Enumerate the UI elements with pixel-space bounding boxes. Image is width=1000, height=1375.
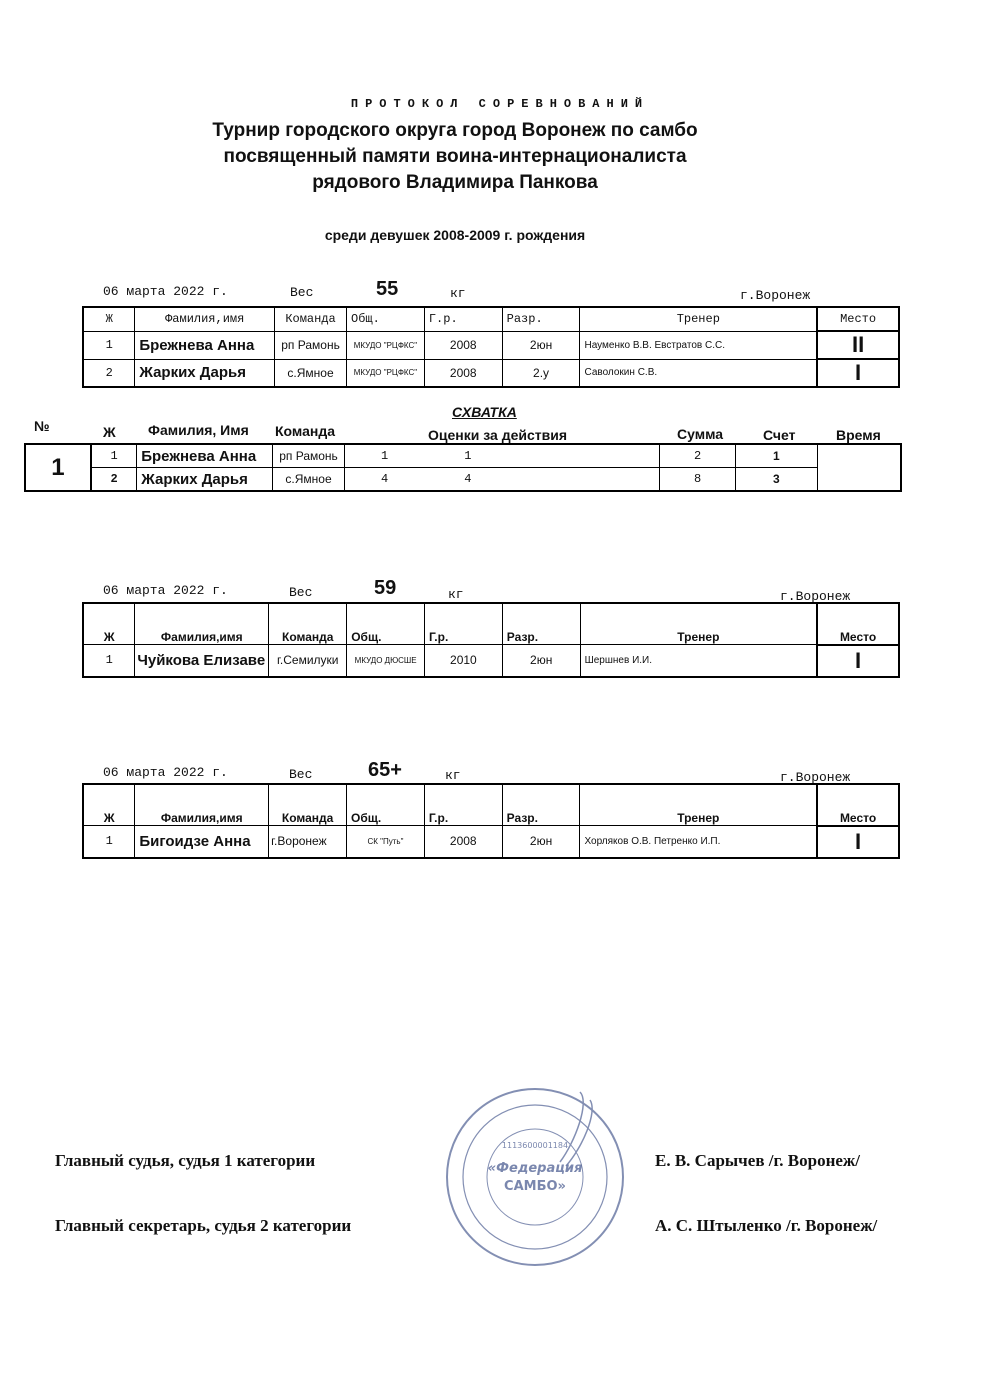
table-row: [83, 331, 899, 359]
bout-col-scores: Оценки за действия: [428, 427, 567, 443]
subtitle: среди девушек 2008-2009 г. рождения: [324, 227, 586, 243]
row-number: 1: [83, 826, 135, 858]
city-65: г.Воронеж: [780, 770, 851, 785]
athlete-name: Чуйкова Елизаве: [135, 645, 269, 677]
results-table-55: [82, 306, 900, 388]
athlete-place: I: [817, 645, 899, 677]
row-number: 2: [83, 359, 135, 387]
chief-secretary-name: А. С. Штыленко /г. Воронеж/: [655, 1216, 878, 1235]
athlete-name: Жарких Дарья: [137, 468, 273, 492]
athlete-coach: Шершнев И.И.: [580, 645, 817, 677]
table-row: [25, 444, 901, 468]
federation-stamp: [440, 1082, 630, 1272]
bout-number: 1: [25, 444, 91, 491]
col-zh: Ж: [83, 307, 135, 331]
col-team: Команда: [269, 784, 347, 826]
action-score-2: 4: [424, 468, 659, 492]
action-score-2: 1: [424, 444, 659, 468]
bout-col-name: Фамилия, Имя: [148, 422, 249, 438]
date-55: 06 марта 2022 г.: [103, 284, 228, 299]
bout-sum: 2: [660, 444, 736, 468]
bout-col-sum: Сумма: [677, 426, 724, 442]
athlete-team: г.Воронеж: [269, 826, 347, 858]
results-table-65: [82, 783, 900, 859]
athlete-team: с.Ямное: [275, 359, 347, 387]
col-place: Место: [817, 603, 899, 645]
bout-col-time: Время: [836, 427, 881, 443]
svg-text:САМБО»: САМБО»: [504, 1179, 566, 1194]
row-number: 1: [83, 645, 135, 677]
chief-judge-name: Е. В. Сарычев /г. Воронеж/: [655, 1151, 860, 1170]
athlete-year: 2008: [424, 826, 502, 858]
athlete-club: МКУДО "РЦФКС": [347, 331, 425, 359]
athlete-team: с.Ямное: [273, 468, 345, 492]
col-year: Г.р.: [425, 603, 503, 645]
athlete-rank: 2.у: [502, 359, 580, 387]
athlete-place: I: [817, 359, 899, 387]
table-header-row: [83, 603, 899, 645]
weight-value-55: 55: [376, 278, 399, 300]
bout-col-team: Команда: [275, 423, 335, 439]
action-score-1: 1: [344, 444, 424, 468]
weight-label-59: Вес: [289, 585, 313, 600]
col-place: Место: [817, 784, 899, 826]
col-name: Фамилия,имя: [135, 603, 269, 645]
athlete-rank: 2юн: [502, 331, 580, 359]
chief-judge-role: Главный судья, судья 1 категории: [55, 1151, 316, 1170]
unit-65: кг: [445, 768, 461, 783]
athlete-place: II: [817, 331, 899, 359]
athlete-team: г.Семилуки: [269, 645, 347, 677]
table-header-row: [83, 307, 899, 331]
athlete-club: СК "Путь": [347, 826, 425, 858]
col-zh: Ж: [83, 784, 135, 826]
col-name: Фамилия,имя: [135, 784, 269, 826]
table-row: [25, 468, 901, 492]
athlete-team: рп Рамонь: [275, 331, 347, 359]
results-table-59: [82, 602, 900, 678]
svg-text:«Федерация: «Федерация: [487, 1161, 583, 1176]
col-place: Место: [817, 307, 899, 331]
action-score-1: 4: [344, 468, 424, 492]
weight-value-59: 59: [374, 577, 397, 599]
table-row: [83, 359, 899, 387]
col-rank: Разр.: [502, 603, 580, 645]
chief-secretary-role: Главный секретарь, судья 2 категории: [55, 1216, 352, 1235]
table-row: [83, 826, 899, 858]
title-line-2: посвященный памяти воина-интернационалиста: [223, 146, 687, 167]
col-zh: Ж: [83, 603, 135, 645]
bout-sum: 8: [660, 468, 736, 492]
table-row: [83, 645, 899, 677]
athlete-rank: 2юн: [502, 826, 580, 858]
athlete-rank: 2юн: [502, 645, 580, 677]
bout-col-no: №: [34, 418, 50, 434]
col-coach: Тренер: [580, 784, 817, 826]
bout-col-score: Счет: [763, 427, 796, 443]
col-rank: Разр.: [502, 784, 580, 826]
bout-col-zh: Ж: [103, 424, 116, 440]
athlete-team: рп Рамонь: [273, 444, 345, 468]
athlete-coach: Саволокин С.В.: [580, 359, 817, 387]
col-coach: Тренер: [580, 307, 817, 331]
col-coach: Тренер: [580, 603, 817, 645]
svg-text:1113600001184: 1113600001184: [501, 1141, 569, 1150]
bout-title: СХВАТКА: [452, 404, 517, 420]
weight-label-55: Вес: [290, 285, 314, 300]
athlete-name: Брежнева Анна: [137, 444, 273, 468]
row-number: 2: [91, 468, 137, 492]
title-line-1: Турнир городского округа город Воронеж по самбо: [212, 120, 698, 141]
city-55: г.Воронеж: [740, 288, 811, 303]
date-65: 06 марта 2022 г.: [103, 765, 228, 780]
athlete-year: 2010: [425, 645, 503, 677]
city-59: г.Воронеж: [780, 589, 851, 604]
row-number: 1: [91, 444, 137, 468]
bout-score: 3: [735, 468, 817, 492]
bout-table: [24, 443, 902, 492]
protocol-header: ПРОТОКОЛ СОРЕВНОВАНИЙ: [350, 97, 650, 111]
col-rank: Разр.: [502, 307, 580, 331]
weight-label-65: Вес: [289, 767, 313, 782]
col-year: Г.р.: [424, 784, 502, 826]
athlete-name: Брежнева Анна: [135, 331, 275, 359]
col-club: Общ.: [347, 784, 425, 826]
athlete-year: 2008: [424, 331, 502, 359]
athlete-club: МКУДО "РЦФКС": [347, 359, 425, 387]
col-team: Команда: [269, 603, 347, 645]
bout-time: [817, 444, 901, 491]
unit-59: кг: [448, 587, 464, 602]
athlete-name: Бигоидзе Анна: [135, 826, 269, 858]
table-header-row: [83, 784, 899, 826]
athlete-year: 2008: [424, 359, 502, 387]
weight-value-65: 65+: [368, 759, 402, 781]
title-line-3: рядового Владимира Панкова: [312, 172, 598, 193]
athlete-name: Жарких Дарья: [135, 359, 275, 387]
col-year: Г.р.: [424, 307, 502, 331]
row-number: 1: [83, 331, 135, 359]
athlete-place: I: [817, 826, 899, 858]
athlete-coach: Хорляков О.В. Петренко И.П.: [580, 826, 817, 858]
athlete-club: МКУДО ДЮСШЕ: [347, 645, 425, 677]
athlete-coach: Науменко В.В. Евстратов С.С.: [580, 331, 817, 359]
page-title: [0, 118, 910, 196]
unit-55: кг: [450, 286, 466, 301]
bout-score: 1: [735, 444, 817, 468]
col-name: Фамилия,имя: [135, 307, 275, 331]
date-59: 06 марта 2022 г.: [103, 583, 228, 598]
col-team: Команда: [275, 307, 347, 331]
col-club: Общ.: [347, 307, 425, 331]
col-club: Общ.: [347, 603, 425, 645]
